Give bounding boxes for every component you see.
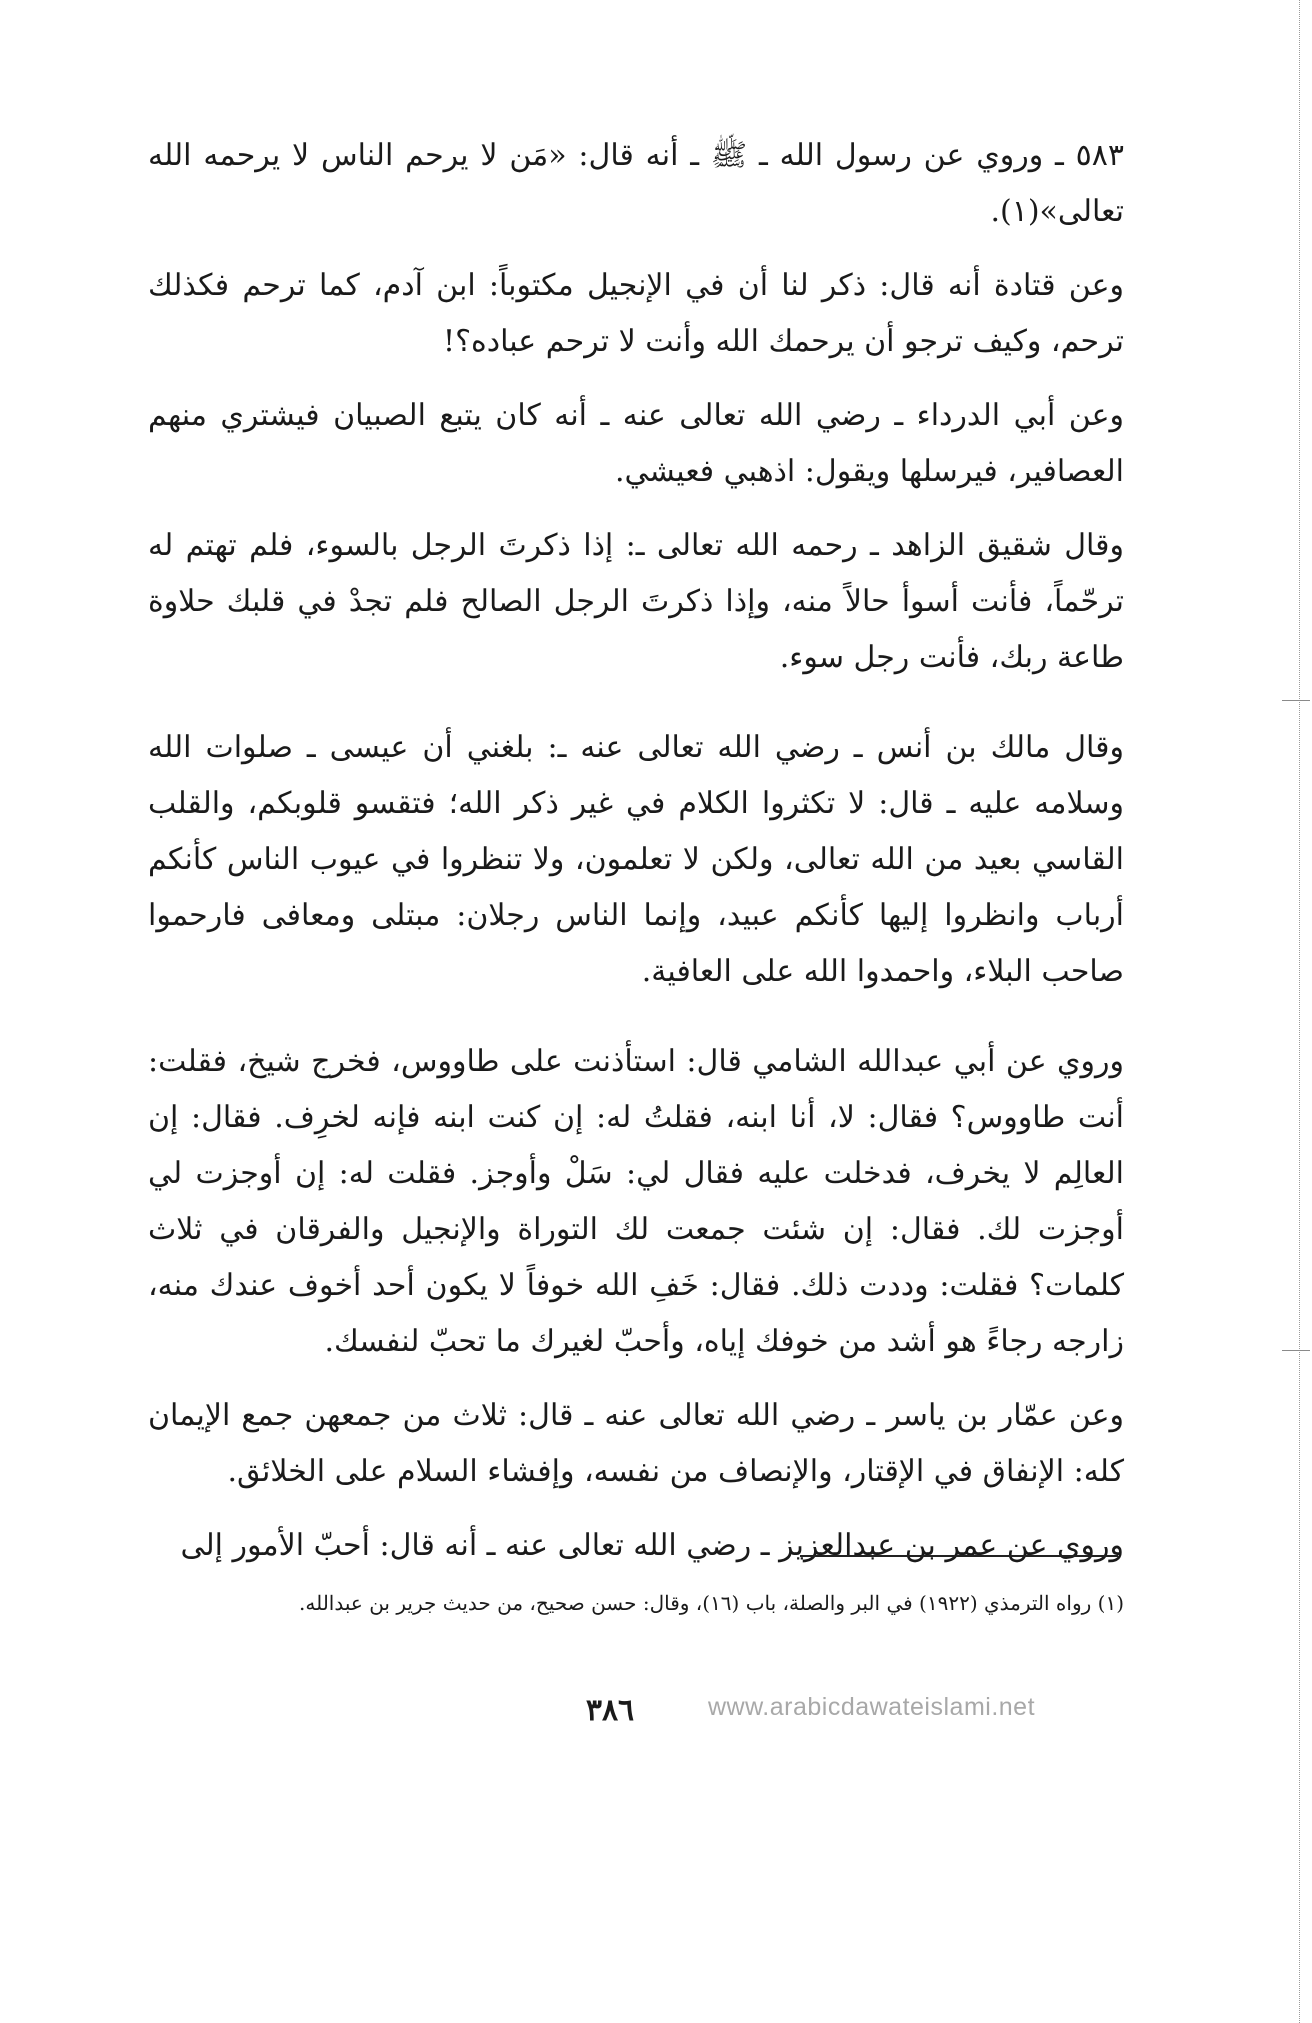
page-edge-mark [1282, 1350, 1310, 1351]
page-edge-mark [1282, 700, 1310, 701]
paragraph-malik: وقال مالك بن أنس ـ رضي الله تعالى عنه ـ: بلغني أن عيسى ـ صلوات الله وسلامه عليه ـ قال: لا تكثروا الكلام في غير ذكر الله؛ فتقسو قلوبكم، والقلب القاسي بعيد من الله تعالى، ولكن لا تعلمون، ولا تنظروا في عيوب الناس كأنكم أرباب وانظروا إليها كأنكم عبيد، وإنما الناس رجلان: مبتلى ومعافى فارحموا صاحب البلاء، واحمدوا الله على العافية. [148, 730, 1124, 989]
footnote: (١) رواه الترمذي (١٩٢٢) في البر والصلة، باب (١٦)، وقال: حسن صحيح، من حديث جرير بن عبدالله. [299, 1591, 1124, 1615]
page-edge-line [1299, 0, 1300, 2023]
watermark-url: www.arabicdawateislami.net [708, 1693, 1036, 1721]
paragraph-tawus: وروي عن أبي عبدالله الشامي قال: استأذنت على طاووس، فخرج شيخ، فقلت: أنت طاووس؟ فقال: لا، أنا ابنه، فقلتُ له: إن كنت ابنه فإنه لخرِف. فقال: إن العالِم لا يخرف، فدخلت عليه فقال لي: سَلْ وأوجز. فقلت له: إن أوجزت لي أوجزت لك. فقال: إن شئت جمعت لك التوراة والإنجيل والفرقان في ثلاث كلمات؟ فقلت: وددت ذلك. فقال: خَفِ الله خوفاً لا يكون أحد أخوف عندك منه، زارجه رجاءً هو أشد من خوفك إياه، وأحبّ لغيرك ما تحبّ لنفسك. [148, 1044, 1124, 1359]
paragraph-abu-darda: وعن أبي الدرداء ـ رضي الله تعالى عنه ـ أنه كان يتبع الصبيان فيشتري منهم العصافير، فيرسلها ويقول: اذهبي فعيشي. [148, 398, 1124, 489]
paragraph-583: ٥٨٣ ـ وروي عن رسول الله ـ ﷺ ـ أنه قال: «مَن لا يرحم الناس لا يرحمه الله تعالى»(١). [148, 138, 1124, 229]
paragraph-shaqiq: وقال شقيق الزاهد ـ رحمه الله تعالى ـ: إذا ذكرتَ الرجل بالسوء، فلم تهتم له ترحّماً، فأنت أسوأ حالاً منه، وإذا ذكرتَ الرجل الصالح فلم تجدْ في قلبك حلاوة طاعة ربك، فأنت رجل سوء. [148, 528, 1124, 675]
footnote-divider [800, 1555, 1118, 1557]
paragraph-ammar: وعن عمّار بن ياسر ـ رضي الله تعالى عنه ـ قال: ثلاث من جمعهن جمع الإيمان كله: الإنفاق في الإقتار، والإنصاف من نفسه، وإفشاء السلام على الخلائق. [148, 1398, 1124, 1489]
paragraph-umar: وروي عن عمر بن عبدالعزيز ـ رضي الله تعالى عنه ـ أنه قال: أحبّ الأمور إلى [180, 1528, 1124, 1563]
main-text [148, 128, 1124, 1592]
paragraph-qatadah: وعن قتادة أنه قال: ذكر لنا أن في الإنجيل مكتوباً: ابن آدم، كما ترحم فكذلك ترحم، وكيف ترجو أن يرحمك الله وأنت لا ترحم عباده؟! [148, 268, 1124, 359]
page-number: ٣٨٦ [585, 1693, 635, 1728]
